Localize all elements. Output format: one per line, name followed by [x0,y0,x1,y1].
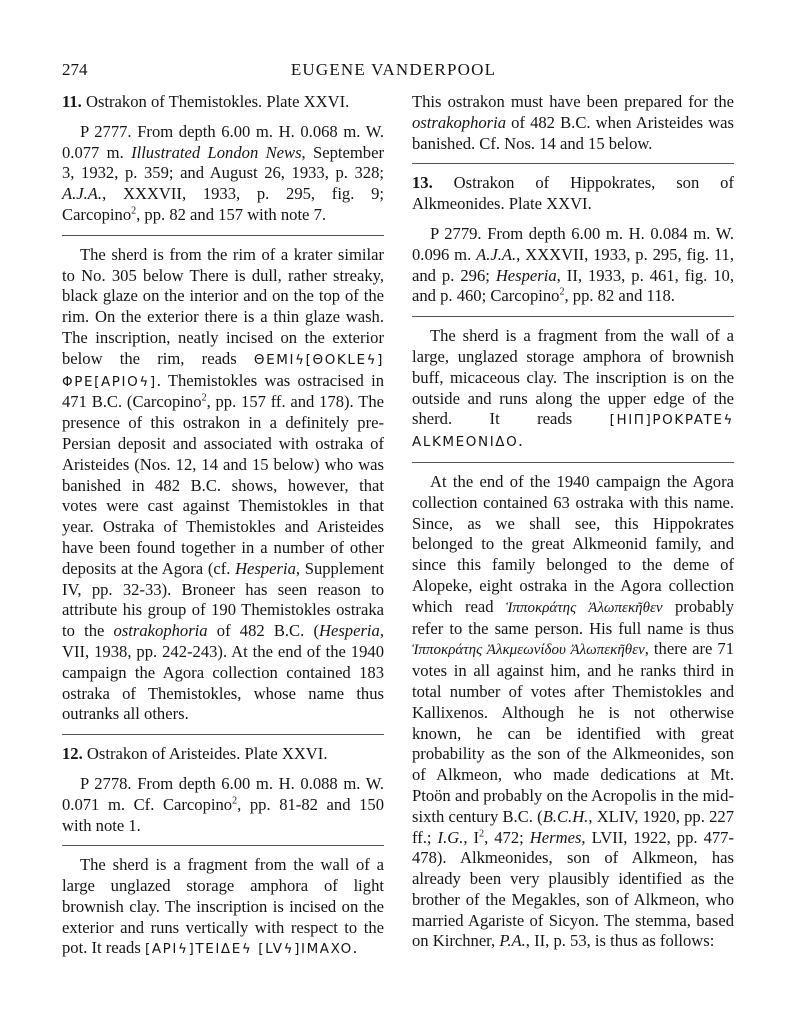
running-head: EUGENE VANDERPOOL [290,60,497,79]
greek-name-2: Ἱπποκράτης Ἀλκμεωνίδου Ἀλωπεκῆθεν [412,642,645,659]
entry-13-paragraph-1: The sherd is a fragment from the wall of a large, unglazed storage amphora of brownish buff, micaceous clay. The inscription is on the outside and runs along the upper edge of the sherd. It reads [HIΠ]POKPATEϟ ALKMEONIΔO. [412,326,734,451]
right-column [412,92,734,961]
entry-13-heading: 13. Ostrakon of Hippokrates, son of Alkmeonides. Plate XXVI. [412,173,734,214]
entry-13-mid-divider [412,462,734,463]
entry-11-heading: 11. Ostrakon of Themistokles. Plate XXVI. [62,92,350,111]
entry-12-catalogue: P 2778. From depth 6.00 m. H. 0.088 m. W. 0.071 m. Cf. Carcopino$^2$, pp. 81-82 and 150 with note 1. [62,773,384,835]
entry-12-heading: 12. Ostrakon of Aristeides. Plate XXVI. [62,744,328,764]
entry-12-divider [62,845,384,846]
inscription-themistokles: ΘEMIϟ[ΘOKLEϟ] ΦPE[APIOϟ] [62,351,384,390]
left-column [62,92,384,969]
entry-12-paragraph: The sherd is a fragment from the wall of a large unglazed storage amphora of light brownish clay. The inscription is incised on the exterior and runs vertically with respect to the pot. It reads [APIϟ]TEIΔEϟ [LVϟ]IMAXO. [62,855,384,958]
entry-12-continuation: This ostrakon must have been prepared for the ostrakophoria of 482 B.C. when Aristeides was banished. Cf. Nos. 14 and 15 below. [412,92,734,153]
inscription-aristeides: [APIϟ]TEIΔEϟ [LVϟ]IMAXO [144,941,353,958]
greek-name-1: Ἱπποκράτης Ἀλωπεκῆθεν [506,599,663,616]
entry-11-paragraph: The sherd is from the rim of a krater similar to No. 305 below There is dull, rather streaky, black glaze on the interior and on the top of the rim. On the exterior there is a thin glaze wash. The inscription, neatly incised on the exterior below the rim, reads ΘEMIϟ[ΘOKLEϟ] ΦPE[APIOϟ]. Themistokles was ostracised in 471 B.C. (Carcopino$^2$, pp. 157 ff. and 178). The presence of this ostrakon in a definitely pre-Persian deposit and associated with ostraka of Aristeides (Nos. 12, 14 and 15 below) who was banished in 482 B.C. shows, however, that votes were cast against Themistokles in that year. Ostraka of Themistokles and Aristeides have been found together in a number of other deposits at the Agora (cf. Hesperia, Supplement IV, pp. 32-33). Broneer has seen reason to attribute his group of 190 Themistokles ostraka to the ostrakophoria of 482 B.C. (Hesperia, VII, 1938, pp. 242-243). At the end of the 1940 campaign the Agora collection contained 183 ostraka of Themistokles, whose name thus outranks all others. [62,244,385,724]
entry-11-divider [62,235,384,236]
inscription-hippokrates: [HIΠ]POKPATEϟ ALKMEONIΔO [412,412,734,451]
entry-11-catalogue: P 2777. From depth 6.00 m. H. 0.068 m. W. 0.077 m. Illustrated London News, September 3, 1932, p. 359; and August 26, 1933, p. 328; A.J.A., XXXVII, 1933, p. 295, fig. 9; Carcopino$^2$, pp. 82 and 157 with note 7. [62,121,384,224]
entry-11-end-divider [62,734,384,735]
entry-13-paragraph-2: At the end of the 1940 campaign the Agora collection contained 63 ostraka with this name. Since, as we shall see, this Hippokrates belonged to the great Alkmeonid family, and since this family belonged to the deme of Alopeke, eight ostraka in the Agora collection which read Ἱπποκράτης Ἀλωπεκῆθεν probably refer to the same person. His full name is thus Ἱπποκράτης Ἀλκμεωνίδου Ἀλωπεκῆθεν, there are 71 votes in all against him, and he ranks third in total number of votes after Themistokles and Kallixenos. Although he is not otherwise known, he can be identified with great probability as the son of the Alkmeonides, son of Alkmeon, who made dedications at Mt. Ptoön and probably on the Acropolis in the mid-sixth century B.C. (B.C.H., XLIV, 1920, pp. 227 ff.; I.G., $I^2$, 472; Hermes, LVII, 1922, pp. 477-478). Alkmeonides, son of Alkmeon, has already been very plausibly identified as the brother of the Megakles, son of Alkmeon, who married Agariste of Sicyon. The stemma, based on Kirchner, P.A., II, p. 53, is thus as follows: [412,471,735,951]
entry-12-end-divider [412,163,734,164]
entry-13-divider [412,316,734,317]
entry-13-catalogue: P 2779. From depth 6.00 m. H. 0.084 m. W. 0.096 m. A.J.A., XXXVII, 1933, p. 295, fig. 11, and p. 296; Hesperia, II, 1933, p. 461, fig. 10, and p. 460; Carcopino$^2$, pp. 82 and 118. [412,223,734,306]
page-number: 274 [62,60,88,79]
